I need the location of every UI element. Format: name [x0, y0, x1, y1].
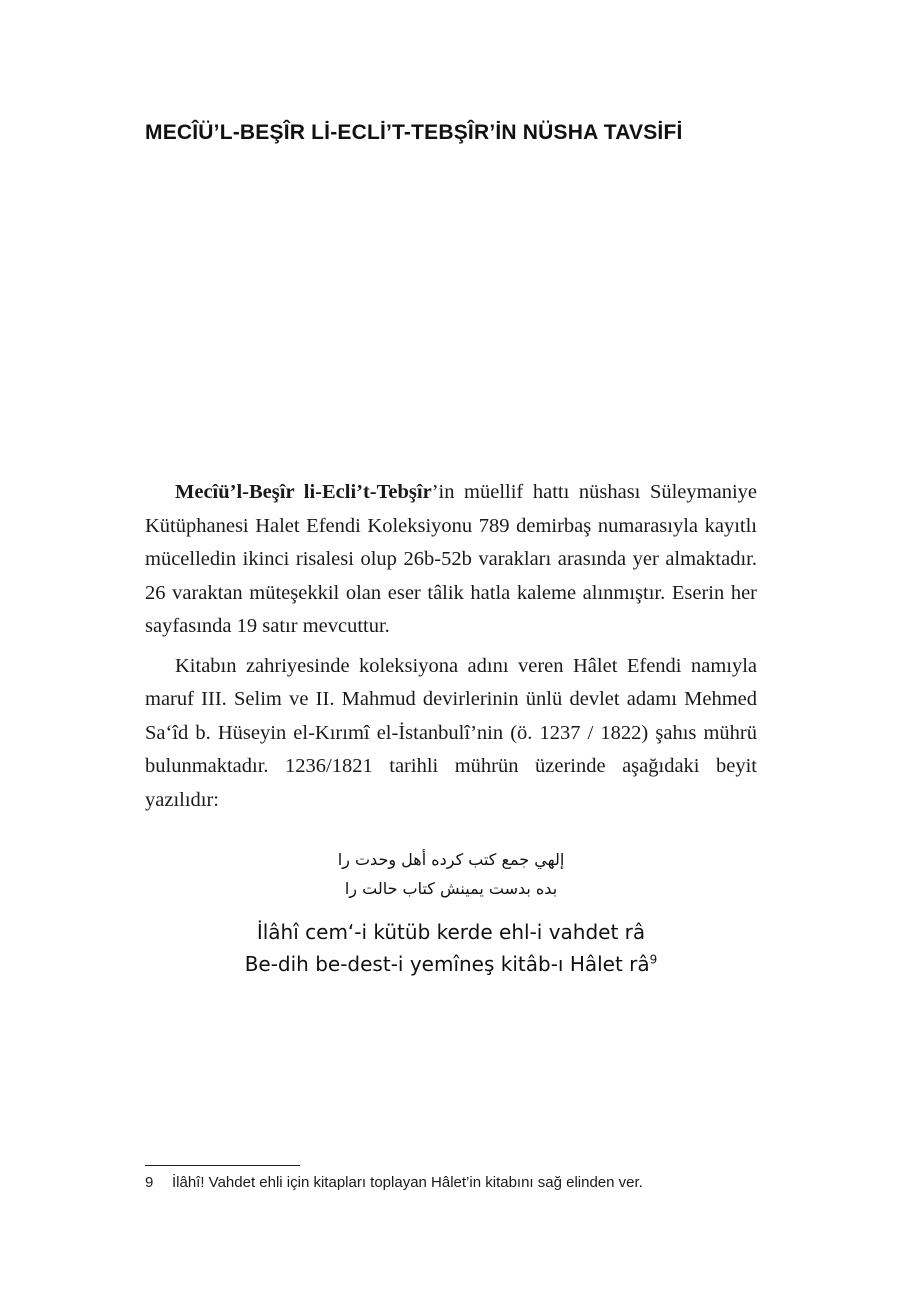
paragraph-2-text: Kitabın zahriyesinde koleksiyona adını veren Hâlet Efendi namıyla maruf III. Selim ve II. Mahmud devirlerinin ünlü devlet adamı Mehmed Sa‘îd b. Hüseyin el-Kırımî el-İstanbulî’nin (ö. 1237 / 1822) şahıs mührü bulunmaktadır. 1236/1821 tarihli mührün üzerinde aşağıdaki beyit yazılıdır: [145, 654, 757, 811]
footnote-separator [145, 1165, 300, 1166]
transliterated-verse [145, 916, 757, 980]
arabic-verse [145, 845, 757, 903]
arabic-verse-line-2: بده بدست يمينش كتاب حالت را [344, 879, 558, 898]
arabic-verse-line-1: إلهي جمع كتب كرده أهل وحدت را [337, 850, 565, 869]
transliterated-verse-line-1: İlâhî cem‘-i kütüb kerde ehl-i vahdet râ [256, 920, 646, 944]
footnote-number: 9 [145, 1174, 154, 1191]
paragraph-1-text: ’in müellif hattı nüshası Süleymaniye Kütüphanesi Halet Efendi Koleksiyonu 789 demirbaş numarasıyla kayıtlı mücelledin ikinci risalesi olup 26b-52b varakları arasında yer almaktadır. 26 varaktan müteşekkil olan eser tâlik hatla kaleme alınmıştır. Eserin her sayfasında 19 satır mevcuttur. [145, 481, 757, 637]
body-text [145, 476, 757, 817]
chapter-heading: MECÎÜ’L-BEŞÎR Lİ-ECLİ’T-TEBŞÎR’İN NÜSHA TAVSİFİ [145, 121, 683, 144]
transliterated-verse-line-2 [145, 948, 757, 980]
work-title: Mecîü’l-Beşîr li-Ecli’t-Tebşîr [175, 481, 432, 503]
footnote [145, 1172, 757, 1194]
paragraph-1 [145, 476, 757, 644]
footnote-text: İlâhî! Vahdet ehli için kitapları toplayan Hâlet’in kitabını sağ elinden ver. [172, 1174, 643, 1191]
footnote-reference[interactable]: 9 [649, 952, 658, 967]
paragraph-2 [145, 650, 757, 818]
transliterated-verse-line-2-text: Be-dih be-dest-i yemîneş kitâb-ı Hâlet râ [244, 952, 650, 976]
